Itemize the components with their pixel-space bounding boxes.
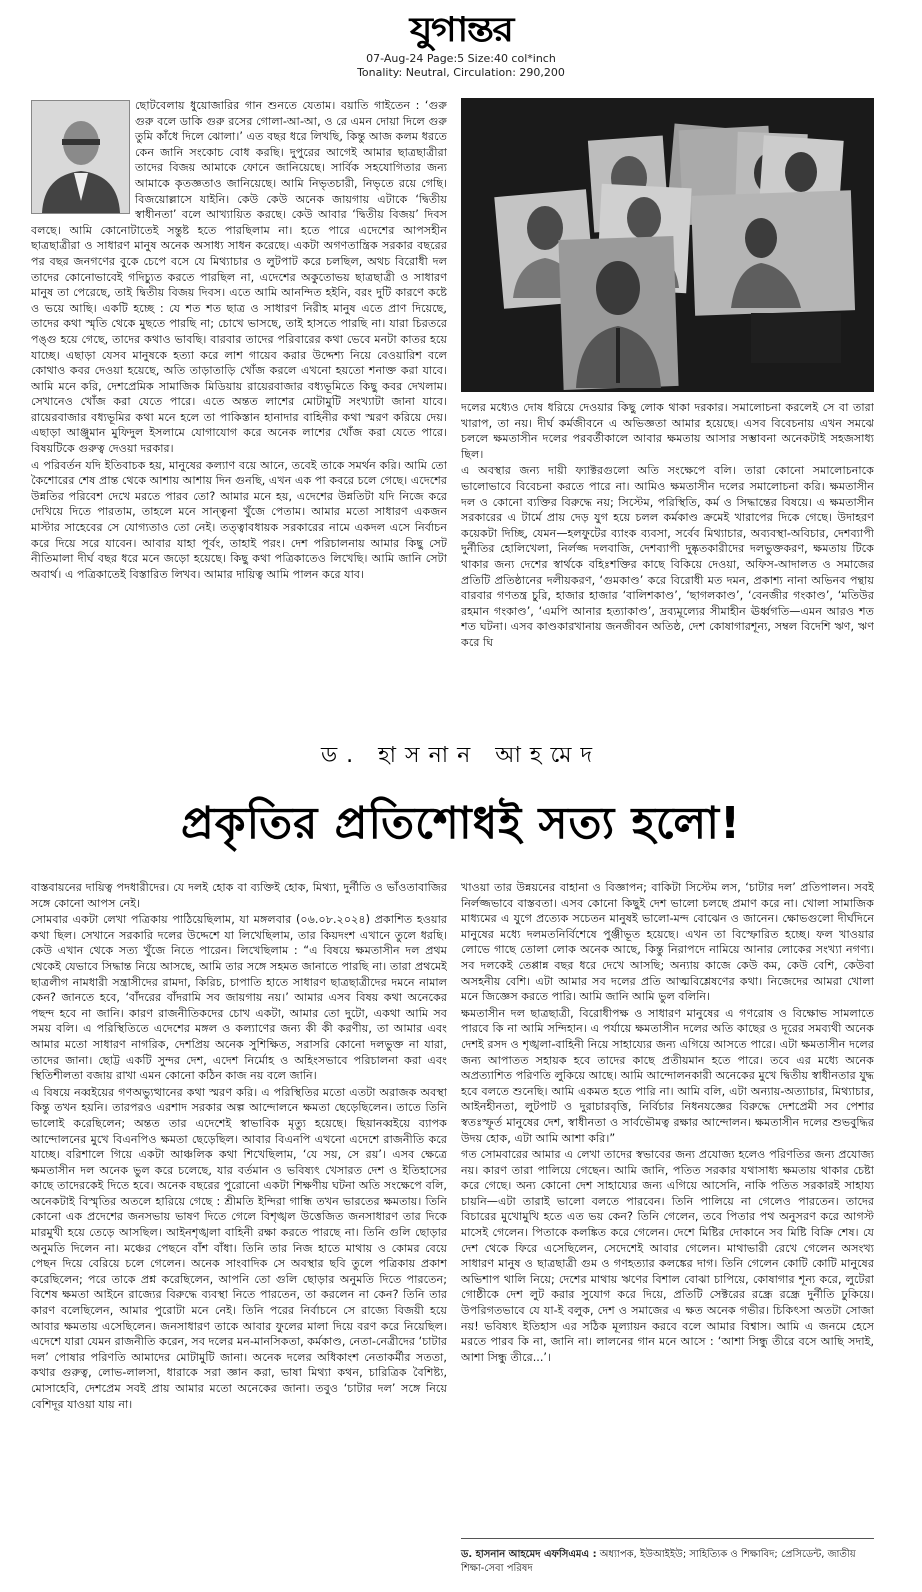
clipping-meta-line-1: 07-Aug-24 Page:5 Size:40 col*inch [366,52,556,65]
clipping-meta-line-2: Tonality: Neutral, Circulation: 290,200 [357,66,565,79]
top-left-column [31,98,447,698]
paragraph: বাস্তবায়নের দায়িত্ব পদধারীদের। যে দলই হোক বা ব্যক্তিই হোক, মিথ্যা, দুর্নীতি ও ভাঁওতাবাজির সঙ্গে কোনো আপস নেই। [31,881,447,910]
masthead [0,8,922,80]
article-headline: প্রকৃতির প্রতিশোধই সত্য হলো! [180,798,742,849]
paragraph: ক্ষমতাসীন দল ছাত্রছাত্রী, বিরোধীপক্ষ ও সাধারণ মানুষের এ গণরোষ ও বিক্ষোভ সামলাতে পারবে কি না আমি সন্দিহান। এ পর্যায়ে ক্ষমতাসীন দলের অতি কাছের ও দূরের সমব্যথী অনেক দেশই রসদ ও শৃঙ্খলা-বাহিনী নিয়ে সাহায্যের জন্য এগিয়ে আসতে পারে। এটা ক্ষমতাসীন দলের জন্য আপাতত সহায়ক হবে তাদের কাছে প্রতীয়মান হতে পারে। তবে এর মধ্যে অনেক অপ্রত্যাশিত পরিণতি লুকিয়ে আছে। আমি আন্দোলনকারী অনেকের মুখে দ্বিতীয় স্বাধীনতার যুদ্ধ হবে বলতে শুনেছি। আমি একমত হতে পারি না। আমি বলি, এটা অন্যায়-অত্যাচার, মিথ্যাচার, আইনহীনতা, লুটপাট ও দুরাচারবৃত্তি, নির্বিচার নিধনযজ্ঞের বিরুদ্ধে দেশপ্রেমী সব পেশার স্বতঃস্ফূর্ত মানুষের দেশ, স্বাধীনতা ও সার্বভৌমত্ব রক্ষার আন্দোলন। ক্ষমতাসীন দলের শুভবুদ্ধির উদয় হোক, এটা আমি আশা করি।” [461,1006,874,1145]
author-note-name: ড. হাসনান আহমেদ এফসিএমএ : [461,1549,597,1560]
photo-collage [461,98,874,392]
author-note [461,1548,881,1576]
paragraph: খাওয়া তার উন্নয়নের বাহানা ও বিজ্ঞাপন; বাকিটা সিস্টেম লস, ‘চাটার দল’ প্রতিপালন। সবই নির্লজ্জভাবে বাস্তবতা। এসব কোনো কিছুই দেশ ভালো চলছে প্রমাণ করে না। খোলা সামাজিক মাধ্যমের এ যুগে প্রত্যেক সচেতন মানুষই ভালো-মন্দ বোঝেন ও জানেন। ক্ষোভগুলো দীর্ঘদিনে মানুষের মধ্যে দলমতনির্বিশেষে পুঞ্জীভূত হয়েছে। এখন তা বিস্ফোরিত হচ্ছে। ফল খাওয়ার লোভে গাছে তোলা লোক অনেক আছে, কিন্তু নিরাপদে নামিয়ে আনার লোকের সংখ্যা নগণ্য। সব দলকেই তেপ্পান্ন বছর ধরে দেখে আসছি; অন্যায় কাজে কেউ কম, কেউ বেশি, কেউবা অসহনীয় বেশি। এটা আমার সব দলের প্রতি আত্মবিশ্লেষণের কথা। নিজেদের আমরা খোলা মনে জিজ্ঞেস করতে পারি। আমি জানি আমি ভুল বলিনি। [461,881,874,1004]
victims-collage-image [461,98,874,392]
paragraph: এ বিষয়ে নব্বইয়ের গণঅভ্যুত্থানের কথা স্মরণ করি। এ পরিস্থিতির মতো এতটা অরাজক অবস্থা কিন্তু তখন হয়নি। তারপরও এরশাদ সরকার অল্প আন্দোলনে ক্ষমতা ছেড়েছিলেন। তাতে তিনি ভালোই করেছিলেন; অন্তত তার এদেশেই স্বাভাবিক মৃত্যু হয়েছে। ছিয়ানব্বইয়ে ব্যাপক আন্দোলনের মুখে বিএনপিও ক্ষমতা ছেড়েছিল। আবার বিএনপি এখনো এদেশে রাজনীতি করে যাচ্ছে। বরিশালে গিয়ে একটা আঞ্চলিক কথা শিখেছিলাম, ‘যে সয়, সে রয়’। এসব ক্ষেত্রে ক্ষমতাসীন দল অনেক ভুল করে চলেছে, যার বর্তমান ও ভবিষ্যৎ খেসারত দেশ ও ইতিহাসের কাছে তাদেরকেই দিতে হবে। অনেক বছরের পুরোনো একটা শিক্ষণীয় ঘটনা অতি সংক্ষেপে বলি, অনেকটাই বিস্মৃতির অতলে হারিয়ে গেছে : শ্রীমতি ইন্দিরা গান্ধি তখন ভারতের ক্ষমতায়। তিনি কোনো এক প্রদেশের জনসভায় ভাষণ দিতে গেলে বিশৃঙ্খল উত্তেজিত জনসাধারণ তার দিকে মারমুখী হয়ে তেড়ে আসছিল। আইনশৃঙ্খলা বাহিনী রক্ষা করতে পারছে না। তিনি গুলি ছোড়ার অনুমতি দিলেন না। মঞ্চের পেছনে বাঁশ বাঁধা। তিনি তার নিজ হাতে মাথায় ও কোমর বেয়ে পেছন দিয়ে বেরিয়ে চলে গেলেন। অনেক সাংবাদিক সে অবস্থার ছবি তুলে পত্রিকায় প্রকাশ করেছিলেন; পরে তাকে প্রশ্ন করেছিলেন, আপনি তো গুলি ছোড়ার অনুমতি দিতে পারতেন; বিশেষ ক্ষমতা আইনে রাজ্যের বিরুদ্ধে ব্যবস্থা নিতে পারতেন, তা করলেন না কেন? তিনি তার কারণ বলেছিলেন, আমার পুরোটা মনে নেই। তিনি পরের নির্বাচনে সে রাজ্যে বিজয়ী হয়ে আবার ক্ষমতায় এসেছিলেন। জনসাধারণ তাকে আবার ফুলের মালা দিয়ে বরণ করে নিয়েছিল। এদেশে যারা যেমন রাজনীতি করেন, সব দলের মন-মানসিকতা, কর্মকাণ্ড, নেতা-নেত্রীদের ‘চাটার দল’ পোষার পরিণতি আমাদের মোটামুটি জানা। অনেক দলের অধিকাংশ নেতাকর্মীর সততা, কথার গুরুত্ব, লোভ-লালসা, ধারাকে সরা জ্ঞান করা, ভাষা মিথ্যা কথন, চারিত্রিক বৈশিষ্ট্য, মোসাহেবি, দেশপ্রেম সবই প্রায় আমার মতো অনেকের জানা। তবুও ‘চাটার দল’ সঙ্গে নিয়ে বেশিদূর যাওয়া যায় না। [31,1085,447,1411]
bottom-right-column [461,880,874,1530]
paragraph: ছোটবেলায় ধুয়োজারির গান শুনতে যেতাম। বয়াতি গাইতেন : ‘গুরু গুরু বলে ডাকি গুরু রসের গোলা-আ-আ, ও রে এমন দোয়া দিলে গুরু তুমি কাঁধে দিলে ঝোলা।’ এত বছর ধরে লিখছি, কিন্তু আজ কলম ধরতে কেন জানি সংকোচ বোধ করছি। দুপুরের আগেই আমার ছাত্রছাত্রীরা তাদের বিজয় আমাকে ফোনে জানিয়েছে। সার্বিক সহযোগিতার জন্য আমাকে কৃতজ্ঞতাও জানিয়েছে। আমি নিভৃতচারী, নিভৃতে রয়ে গেছি। বিজয়োল্লাসে যাইনি। কেউ কেউ অনেক জায়গায় এটাকে ‘দ্বিতীয় স্বাধীনতা’ বলে আখ্যায়িত করছে। কেউ আবার ‘দ্বিতীয় বিজয়’ দিবস বলছে। আমি কোনোটাতেই সন্তুষ্ট হতে পারছিলাম না। হতে পারে এদেশের আপসহীন ছাত্রছাত্রীরা ও সাধারণ মানুষ অনেক অসাধ্য সাধন করেছে। একটা অগণতান্ত্রিক সরকার বছরের পর বছর জনগণের বুকে চেপে বসে যে মিথ্যাচার ও লুটপাট করে চলছিল, অথচ বিরোধী দল তাদের কোনোভাবেই গদিচ্যুত করতে পারছিল না, এদেশের অকুতোভয় ছাত্রছাত্রী ও সাধারণ মানুষ তা পেরেছে, তাই দ্বিতীয় বিজয় দিবস। এতে আমি আনন্দিত হইনি, বরং দুটি কারণে কষ্টে ও ভয়ে আছি। একটি হচ্ছে : যে শত শত ছাত্র ও সাধারণ নিরীহ মানুষ এতে প্রাণ দিয়েছে, তাদের কথা স্মৃতি থেকে মুছতে পারছি না; চোখে ভাসছে, তাই হাসতে পারছি না। যারা চিরতরে পঙ্গু হয়ে গেছে, তাদের কথাও ভাবছি। বারবার তাদের পরিবারের কথা ভেবে মনটা কাতর হয়ে যাচ্ছে। এছাড়া যেসব মানুষকে হত্যা করে লাশ গায়েব করার উদ্দেশ্য নিয়ে বেওয়ারিশ বলে কোথাও কবর দেওয়া হয়েছে, অতি তাড়াতাড়ি খোঁজ করলে এখনো হয়তো শনাক্ত করা যাবে। আমি মনে করি, দেশপ্রেমিক সামাজিক মিডিয়ায় রায়েরবাজার বধ্যভূমিতে কিছু কবর দেখলাম। সেখানেও খোঁজ করা যেতে পারে। এতে অন্তত লাশের মোটামুটি সংখ্যাটা জানা যাবে। রায়েরবাজার বধ্যভূমির কথা মনে হলে তা পাকিস্তান হানাদার বাহিনীর কথা স্মরণ করিয়ে দেয়। এছাড়া আঞ্জুমান মুফিদুল ইসলামে যোগাযোগ করে অনেক লাশের খোঁজ করা যেতে পারে। বিষয়টিকে গুরুত্ব দেওয়া দরকার। [31,99,447,456]
paragraph: দলের মধ্যেও দোষ ধরিয়ে দেওয়ার কিছু লোক থাকা দরকার। সমালোচনা করলেই সে বা তারা খারাপ, তা নয়। দীর্ঘ কর্মজীবনে এ অভিজ্ঞতা আমার হয়েছে। এসব বিবেচনায় এখন সমঝে চললে ক্ষমতাসীন দলের পরবর্তীকালে আবার ক্ষমতায় আসার সম্ভাবনা অনেকটাই সহজসাধ্য ছিল। [461,401,874,461]
bottom-left-column [31,880,447,1570]
top-right-column [461,400,874,700]
author-byline: ড. হাসনান আহমেদ [320,743,602,768]
paragraph: গত সোমবারের আমার এ লেখা তাদের স্বভাবের জন্য প্রযোজ্য হলেও পরিণতির জন্য প্রযোজ্য নয়। কারণ তারা পালিয়ে গেছেন। আমি জানি, পতিত সরকার যথাসাধ্য ক্ষমতায় থাকার চেষ্টা করে গেছে। অন্য কোনো দেশ সাহায্যের জন্য এগিয়ে আসেনি, নাকি পতিত সরকারই সাহায্য চায়নি—এটা তারাই ভালো বলতে পারবেন। তিনি পালিয়ে না গেলেও পারতেন। তাদের বিচারের মুখোমুখি হতে এত ভয় কেন? তিনি গেলেন, তবে পিতার পথ অনুসরণ করে আগস্ট মাসেই গেলেন। পিতাকে কলঙ্কিত করে গেলেন। দেশে মিষ্টির দোকানে সব মিষ্টি বিক্রি শেষ। যে দেশ থেকে ফিরে এসেছিলেন, সেদেশেই আবার গেলেন। মাথাভারী রেখে গেলেন অসংখ্য সাধারণ মানুষ ও ছাত্রছাত্রী গুম ও গণহত্যার কলঙ্কের দাগ। তিনি গেলেন কোটি কোটি মানুষের অভিশাপ থালি নিয়ে; দেশের মাথায় ঋণের বিশাল বোঝা চাপিয়ে, কোষাগার শূন্য করে, লুটেরা গোষ্ঠীকে দেশ লুট করার সুযোগ করে দিয়ে, প্রতিটি সেক্টরের রন্ধ্রে রন্ধ্রে দুর্নীতি ঢুকিয়ে। উপরিগতভাবে যে যা-ই বলুক, দেশ ও সমাজের এ ক্ষত অনেক গভীর। চিকিৎসা অতটা সোজা নয়! ভবিষ্যৎ ইতিহাস এর সঠিক মূল্যায়ন করবে বলে আমার বিশ্বাস। আমি এ জনমে হেসে মরতে পারব কি না, জানি না। লালনের গান মনে আসে : ‘আশা সিন্ধু তীরে বসে আছি সদাই, আশা সিন্ধু তীরে...’। [461,1148,874,1364]
paragraph: সোমবার একটা লেখা পত্রিকায় পাঠিয়েছিলাম, যা মঙ্গলবার (০৬.০৮.২০২৪) প্রকাশিত হওয়ার কথা ছিল। সেখানে সরকারি দলের উদ্দেশে যা লিখেছিলাম, তার কিয়দংশ এখানে তুলে ধরছি। কেউ এখান থেকে সত্য খুঁজে নিতে পারেন। লিখেছিলাম : “এ বিষয়ে ক্ষমতাসীন দল প্রথম থেকেই যেভাবে সিদ্ধান্ত নিয়ে আসছে, আমি তার সঙ্গে সহমত জানাতে পারছি না। তারা প্রথমেই ছাত্রলীগ নামধারী সন্ত্রাসীদের রামদা, কিরিচ, চাপাতি হাতে সাধারণ ছাত্রছাত্রীদের দমনে নামাল কেন? জানতে হবে, ‘বাঁদরের বাঁদরামি সব জায়গায় নয়।’ আমার এসব বিষয় কথা অনেকের পছন্দ হবে না জানি। কারণ রাজনীতিকদের চোখ একটা, আমার তো দুটো, একথা আমি সব সময় বলি। এ পরিস্থিতিতে এদেশের মঙ্গল ও কল্যাণের জন্য কী কী করণীয়, তা আমার এবং আমার মতো সাধারণ নাগরিক, দেশপ্রিয় অনেক সুশিক্ষিত, সরাসরি কোনো দলভুক্ত না যারা, তাদের জানা। ছোট্ট একটি সুন্দর দেশ, এদেশ নির্মোহ ও অহিংসভাবে পরিচালনা করা এবং স্থিতিশীলতা বজায় রাখা এমন কোনো কঠিন কাজ নয় বলে জানি। [31,913,447,1083]
photo-float-spacer [31,98,135,216]
newspaper-logo: যুগান্তর [409,9,513,50]
paragraph: এ পরিবর্তন যদি ইতিবাচক হয়, মানুষের কল্যাণ বয়ে আনে, তবেই তাকে সমর্থন করি। আমি তো কৈশোরের শেষ প্রান্ত থেকে আশায় আশায় দিন গুনছি, এখন এক পা কবরে চলে গেছে। এদেশের উন্নতির পরিবেশ দেখে মরতে পারব তো? আমার মনে হয়, এদেশের উন্নতিটা যদি নিজে করে দেখিয়ে দিতে পারতাম, তাহলে মনে সান্ত্বনা খুঁজে পেতাম। আমার মতো সাধারণ একজন মাস্টার সাহেবের সে যোগ্যতাও তো নেই। তত্ত্বাবধায়ক সরকারের নামে একদল এসে নির্বাচন করে দিয়ে সরে যাবেন। আবার যাহা পূর্বং, তাহাই পরং। দেশ পরিচালনায় আমার কিছু সেট নীতিমালা দীর্ঘ বছর ধরে মনে জড়ো হয়েছে। কিছু কথা পত্রিকাতেও লিখেছি। আমি জানি সেটা অবার্থ। এ পত্রিকাতেই বিস্তারিত লিখব। আমার দায়িত্ব আমি পালন করে যাব। [31,458,447,581]
footer-divider [461,1538,874,1539]
paragraph: এ অবস্থার জন্য দায়ী ফ্যাক্টরগুলো অতি সংক্ষেপে বলি। তারা কোনো সমালোচনাকে ভালোভাবে বিবেচনা করতে পারে না। আমিও ক্ষমতাসীন দলের সমালোচনা করি। ক্ষমতাসীন দল ও কোনো ব্যক্তির বিরুদ্ধে নয়; সিস্টেম, পরিস্থিতি, কর্ম ও সিদ্ধান্তের বিষয়ে। এ ক্ষমতাসীন সরকারের এ টার্মে প্রায় দেড় যুগ হয়ে চলল কর্মকাণ্ড ক্রমেই খারাপের দিকে গেছে। উদাহরণ কয়েকটা দিচ্ছি, যেমন—হলফুটের ব্যাংক ব্যবসা, সর্বেব মিথ্যাচার, অব্যবস্থা-অবিচার, দেশব্যাপী দুর্নীতির হোলিখেলা, নির্লজ্জ দলবাজি, দেশব্যাপী দুষ্কৃতকারীদের দলভুক্তকরণ, ক্ষমতায় টিকে থাকার জন্য দেশের স্বার্থকে বহিঃশক্তির কাছে বিকিয়ে দেওয়া, অফিস-আদালত ও সমাজের প্রতিটি প্রতিষ্ঠানের দলীয়করণ, ‘গুমকাণ্ড’ করে বিরোধী মত দমন, প্রকাশ্য নানা অভিনব পন্থায় বারবার গণতন্ত্র চুরি, হাজার হাজার ‘বালিশকাণ্ড’, ‘ছাগলকাণ্ড’, ‘বেনজীর গংকাণ্ড’, ‘মতিউর রহমান গংকাণ্ড’, ‘এমপি আনার হত্যাকাণ্ড’, দ্রব্যমূল্যের সীমাহীন ঊর্ধ্বগতি—এমন আরও শত শত ঘটনা। এসব কাণ্ডকারখানায় জনজীবন অতিষ্ঠ, দেশ কোষাগারশূন্য, সম্বল বিদেশি ঋণ, ঋণ করে ঘি [461,464,874,649]
author-note-details: অধ্যাপক, ইউআইইউ; সাহিত্যিক ও শিক্ষাবিদ; প্রেসিডেন্ট, জাতীয় শিক্ষা-সেবা পরিষদ [461,1549,856,1574]
